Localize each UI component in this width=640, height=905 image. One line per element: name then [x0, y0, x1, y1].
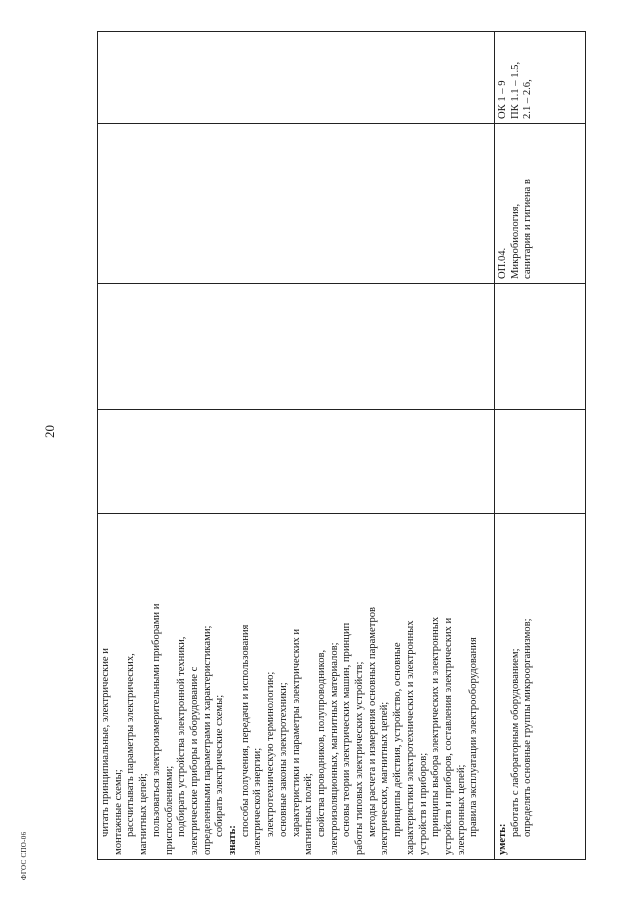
- list-item: собирать электрические схемы;: [214, 694, 226, 837]
- competency-code: 2.1 – 2.6,: [522, 79, 534, 119]
- empty-cell: [98, 32, 495, 124]
- list-item: характеристики и параметры электрических и: [290, 628, 302, 837]
- skills-cell: [495, 514, 586, 860]
- discipline-name: санитария и гигиена в: [522, 179, 534, 279]
- list-item: электрических, магнитных цепей;: [379, 701, 391, 855]
- list-item: пользоваться электроизмерительными приборами и: [150, 603, 162, 837]
- competencies-cell: [495, 32, 586, 124]
- list-item: основы теории электрических машин, принцип: [341, 622, 353, 837]
- empty-cell: [98, 410, 495, 514]
- list-item: принципы выбора электрических и электронных: [430, 616, 442, 837]
- empty-cell: [495, 284, 586, 410]
- list-item: правила эксплуатации электрооборудования: [468, 637, 480, 837]
- list-item: характеристики электротехнических и электронных: [404, 620, 416, 855]
- list-item: читать принципиальные, электрические и: [100, 648, 111, 837]
- list-item: методы расчета и измерения основных параметров: [366, 606, 378, 837]
- list-item: подбирать устройства электронной техники,: [176, 636, 188, 837]
- list-item: приспособлениями;: [163, 765, 175, 855]
- empty-cell: [495, 410, 586, 514]
- competency-table: [97, 32, 582, 860]
- list-item: способы получения, передачи и использования: [239, 624, 251, 837]
- list-item: электрические приборы и оборудование с: [188, 666, 200, 855]
- list-item: работать с лабораторным оборудованием;: [509, 648, 521, 837]
- competency-code: ОК 1 – 9: [497, 80, 508, 119]
- competency-code: ПК 1.1 – 1.5,: [509, 61, 521, 119]
- list-item: определенными параметрами и характеристиками;: [201, 625, 213, 855]
- list-item: магнитных цепей;: [138, 773, 150, 855]
- list-item: принципы действия, устройство, основные: [392, 642, 404, 837]
- discipline-code: ОП.04.: [497, 247, 508, 279]
- list-item: основные законы электротехники;: [277, 682, 289, 837]
- list-item: электротехническую терминологию;: [265, 671, 277, 837]
- footer-standard-code: ФГОС СПО-06: [20, 831, 28, 880]
- discipline-name: Микробиология,: [509, 203, 521, 279]
- list-item: электронных цепей;: [455, 764, 467, 855]
- list-item: монтажные схемы;: [112, 769, 124, 855]
- list-item: устройств и приборов, составления электрических и: [442, 617, 454, 855]
- table-row: [495, 32, 586, 860]
- page-number: 20: [42, 425, 57, 438]
- list-item: свойства проводников, полупроводников,: [315, 649, 327, 837]
- list-item: электрической энергии;: [252, 747, 264, 855]
- list-item: магнитных полей;: [303, 773, 315, 855]
- list-item: устройств и приборов;: [417, 752, 429, 855]
- list-item: рассчитывать параметры электрических,: [125, 653, 137, 837]
- knowledge-skills-cell: [98, 514, 495, 860]
- empty-cell: [98, 284, 495, 410]
- table-row: [98, 32, 495, 860]
- section-heading-can: уметь:: [497, 823, 508, 855]
- list-item: электроизоляционных, магнитных материалов;: [328, 642, 340, 855]
- empty-cell: [98, 124, 495, 284]
- list-item: определять основные группы микроорганизмов;: [522, 618, 534, 837]
- section-heading-know: знать:: [227, 825, 239, 855]
- list-item: работы типовых электрических устройств;: [354, 661, 366, 855]
- discipline-cell: [495, 124, 586, 284]
